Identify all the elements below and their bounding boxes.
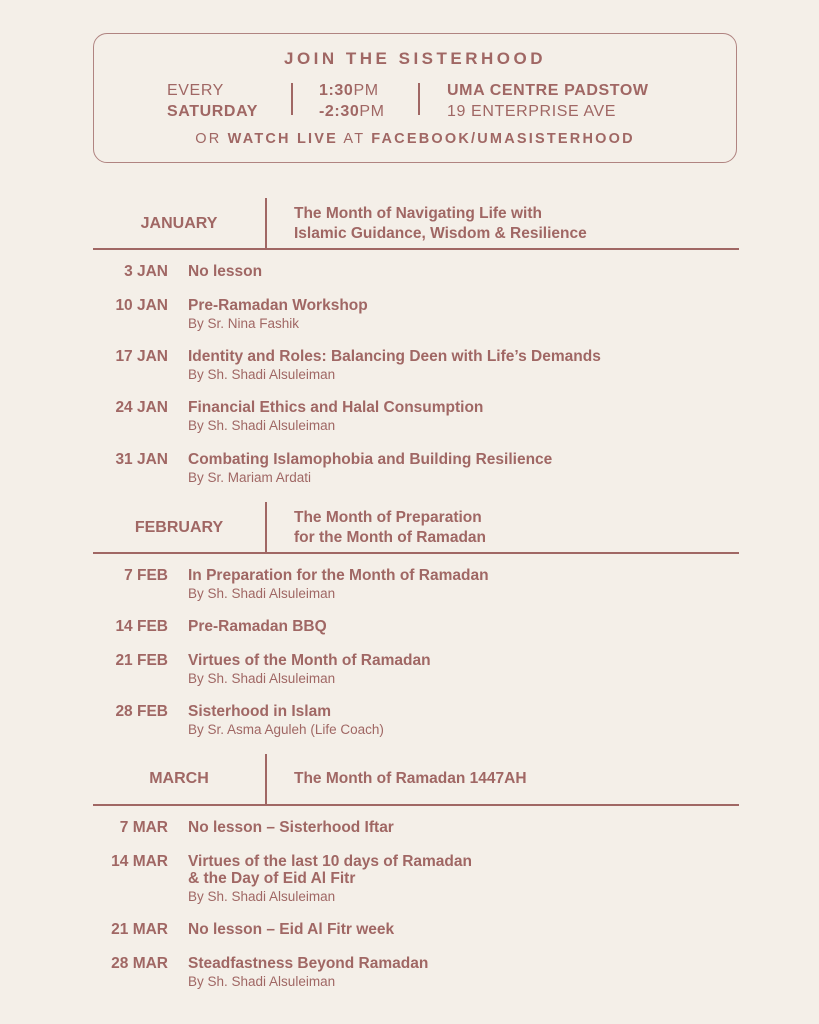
watch-live-line [94, 131, 736, 147]
lesson-speaker: By Sh. Shadi Alsuleiman [188, 974, 336, 989]
divider [265, 502, 267, 552]
rule [93, 804, 739, 806]
month-name: FEBRUARY [134, 519, 224, 536]
day-line1: EVERY [167, 82, 224, 99]
lesson-date: 10 JAN [115, 297, 168, 314]
lesson-title: Steadfastness Beyond Ramadan [188, 955, 429, 972]
divider [291, 83, 293, 115]
month-header-february [93, 502, 739, 554]
watch-at: AT [343, 131, 366, 147]
page-title: JOIN THE SISTERHOOD [283, 49, 547, 68]
lesson-speaker: By Sr. Mariam Ardati [188, 470, 312, 485]
lesson-title: Virtues of the last 10 days of Ramadan & the Day of Eid Al Fitr [188, 853, 472, 887]
schedule-day [167, 80, 258, 122]
lesson-speaker: By Sr. Nina Fashik [188, 316, 300, 331]
lesson-speaker: By Sh. Shadi Alsuleiman [188, 367, 336, 382]
lesson-date: 21 FEB [115, 652, 168, 669]
lesson-speaker: By Sr. Asma Aguleh (Life Coach) [188, 722, 384, 737]
lesson-title: Pre-Ramadan Workshop [188, 297, 368, 314]
lesson-title: No lesson – Eid Al Fitr week [188, 921, 395, 938]
lesson-title: Pre-Ramadan BBQ [188, 618, 327, 635]
watch-prefix: OR [195, 131, 222, 147]
schedule-venue [447, 80, 649, 122]
lesson-date: 3 JAN [124, 263, 168, 280]
lesson-date: 21 MAR [111, 921, 168, 938]
lesson-speaker: By Sh. Shadi Alsuleiman [188, 889, 336, 904]
rule [93, 248, 739, 250]
info-box [93, 33, 737, 163]
divider [265, 754, 267, 804]
lesson-title: Financial Ethics and Halal Consumption [188, 399, 484, 416]
time-end: -2:30 [319, 103, 360, 120]
lesson-speaker: By Sh. Shadi Alsuleiman [188, 671, 336, 686]
lesson-title: Sisterhood in Islam [188, 703, 331, 720]
lesson-title: No lesson – Sisterhood Iftar [188, 819, 394, 836]
month-name: MARCH [149, 770, 209, 787]
rule [93, 552, 739, 554]
lesson-date: 14 FEB [115, 618, 168, 635]
lesson-speaker: By Sh. Shadi Alsuleiman [188, 418, 336, 433]
divider [265, 198, 267, 248]
time-start-suffix: PM [353, 82, 379, 99]
divider [418, 83, 420, 115]
lesson-date: 7 MAR [119, 819, 168, 836]
time-end-suffix: PM [359, 103, 385, 120]
month-name: JANUARY [140, 215, 218, 232]
lesson-date: 17 JAN [115, 348, 168, 365]
lesson-date: 14 MAR [111, 853, 168, 870]
lesson-date: 7 FEB [124, 567, 168, 584]
facebook-link[interactable]: FACEBOOK/UMASISTERHOOD [371, 131, 635, 147]
lesson-date: 28 FEB [115, 703, 168, 720]
month-description: The Month of Ramadan 1447AH [294, 770, 527, 787]
day-line2: SATURDAY [167, 103, 259, 120]
month-header-january [93, 198, 739, 250]
lesson-title: No lesson [188, 263, 263, 280]
schedule-time [319, 80, 385, 122]
lesson-title: Virtues of the Month of Ramadan [188, 652, 431, 669]
month-description: The Month of Preparation for the Month of Ramadan [294, 509, 487, 546]
lesson-title: Combating Islamophobia and Building Resilience [188, 451, 553, 468]
time-start: 1:30 [319, 82, 354, 99]
month-description: The Month of Navigating Life with Islamic Guidance, Wisdom & Resilience [294, 205, 587, 242]
lesson-date: 28 MAR [111, 955, 168, 972]
venue-name: UMA CENTRE PADSTOW [447, 82, 649, 99]
watch-live: WATCH LIVE [227, 131, 338, 147]
month-header-march [93, 754, 739, 806]
lesson-title: Identity and Roles: Balancing Deen with Life’s Demands [188, 348, 601, 365]
lesson-speaker: By Sh. Shadi Alsuleiman [188, 586, 336, 601]
lesson-date: 31 JAN [115, 451, 168, 468]
venue-address: 19 ENTERPRISE AVE [447, 103, 617, 120]
lesson-title: In Preparation for the Month of Ramadan [188, 567, 489, 584]
lesson-date: 24 JAN [115, 399, 168, 416]
